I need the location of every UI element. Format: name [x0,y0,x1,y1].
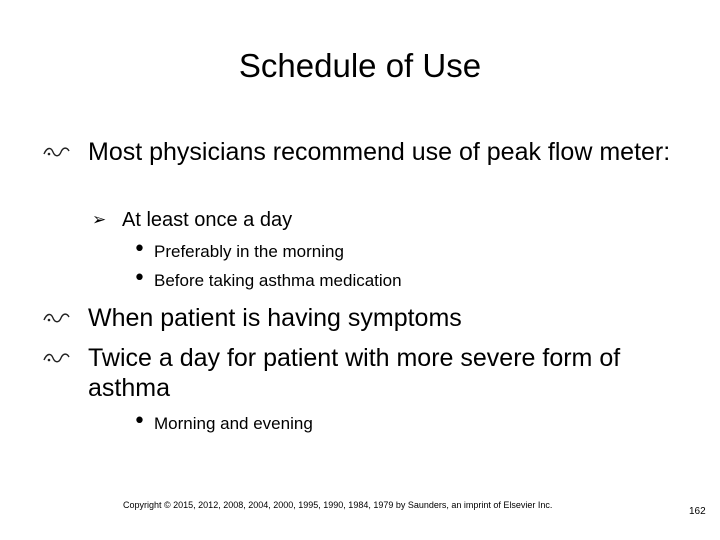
bullet-text: Most physicians recommend use of peak flow meter: [88,138,671,166]
sub-sub-bullet-item [133,409,313,435]
sub-sub-bullet-text: Preferably in the morning [154,242,344,261]
sub-bullet-item [92,208,293,232]
dot-bullet-icon: • [133,266,146,291]
swash-bullet-icon [42,145,70,159]
bullet-item [88,137,688,167]
arrow-bullet-icon: ➢ [92,210,107,230]
bullet-text: Twice a day for patient with more severe form of asthma [88,344,621,402]
sub-sub-bullet-item [133,266,402,292]
dot-bullet-icon: • [133,409,146,434]
copyright-notice: Copyright © 2015, 2012, 2008, 2004, 2000, 1995, 1990, 1984, 1979 by Saunders, an imprint of Elsevier Inc. [123,500,553,510]
dot-bullet-icon: • [133,237,146,262]
sub-bullet-text: At least once a day [122,209,293,231]
sub-sub-bullet-text: Morning and evening [154,414,313,433]
bullet-item [88,343,688,403]
sub-sub-bullet-text: Before taking asthma medication [154,271,402,290]
bullet-text: When patient is having symptoms [88,304,462,332]
page-number: 162 [689,506,706,517]
swash-bullet-icon [42,351,70,365]
sub-sub-bullet-item [133,237,344,263]
bullet-item [88,303,688,333]
swash-bullet-icon [42,311,70,325]
slide-title: Schedule of Use [238,47,482,84]
